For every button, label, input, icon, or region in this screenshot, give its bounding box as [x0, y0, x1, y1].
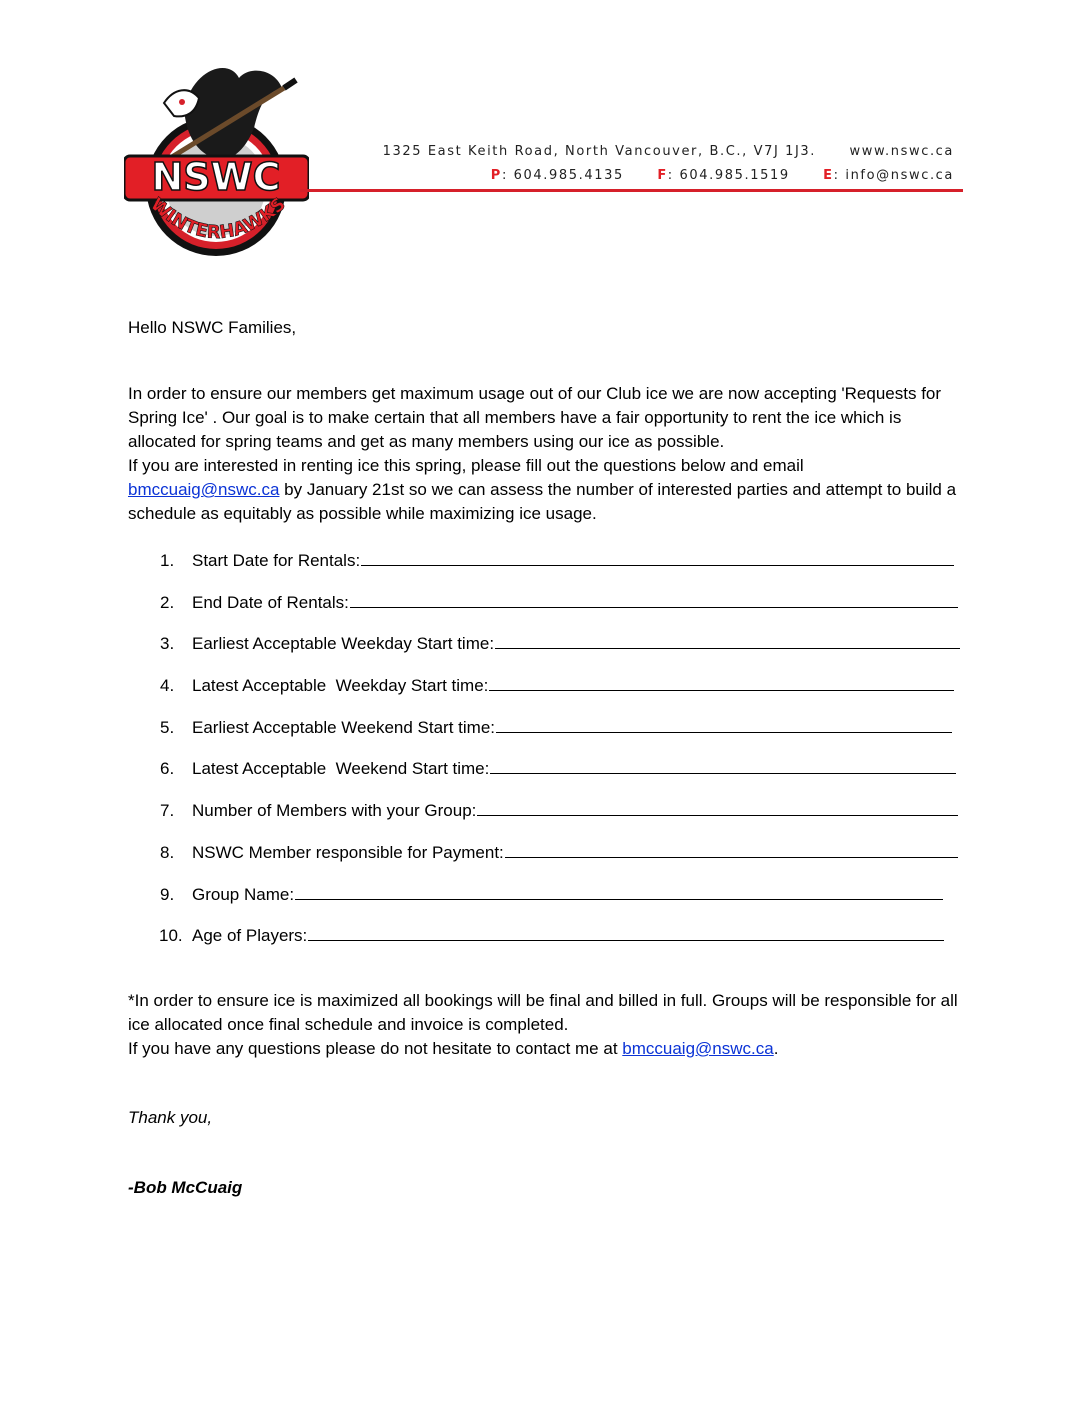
answer-blank-line[interactable]: [489, 673, 954, 691]
letterhead-divider: [300, 189, 963, 192]
form-question: [150, 882, 970, 924]
answer-blank-line[interactable]: [361, 548, 954, 566]
intro-text-2: If you are interested in renting ice this spring, please fill out the questions below and email bmccuaig@nswc.ca by January 21st so we can assess the number of interested parties and attempt to build a schedule as equitably as possible while maximizing ice usage.: [128, 456, 957, 523]
answer-blank-line[interactable]: [295, 882, 943, 900]
question-label: Latest Acceptable Weekday Start time:: [192, 676, 489, 696]
contact-email-link[interactable]: bmccuaig@nswc.ca: [128, 480, 280, 499]
phone-label: P: [490, 168, 502, 183]
answer-blank-line[interactable]: [505, 840, 958, 858]
answer-blank-line[interactable]: [350, 590, 958, 608]
question-number: 2.: [160, 592, 175, 612]
address: 1325 East Keith Road, North Vancouver, B.C., V7J 1J3.: [382, 144, 817, 159]
question-number: 1.: [160, 551, 175, 570]
form-question: [150, 673, 970, 715]
question-number: 10.: [159, 926, 183, 946]
contact-email-link-2[interactable]: bmccuaig@nswc.ca: [622, 1039, 774, 1058]
intro-paragraph: [128, 382, 968, 526]
answer-blank-line[interactable]: [496, 715, 952, 733]
form-question: [150, 715, 970, 757]
question-label: Start Date for Rentals:: [192, 551, 361, 570]
answer-blank-line[interactable]: [490, 756, 956, 774]
form-question: [150, 923, 970, 965]
question-number: 5.: [160, 717, 175, 737]
note-text-2: If you have any questions please do not hesitate to contact me at bmccuaig@nswc.ca.: [128, 1039, 779, 1058]
answer-blank-line[interactable]: [477, 798, 958, 816]
note-text-1: *In order to ensure ice is maximized all bookings will be final and billed in full. Groups will be responsible for all ice allocated once final schedule and invoice is completed.: [128, 991, 958, 1034]
question-label: End Date of Rentals:: [192, 592, 349, 612]
closing: Thank you,: [128, 1108, 213, 1127]
answer-blank-line[interactable]: [495, 631, 960, 649]
question-label: Number of Members with your Group:: [192, 801, 477, 821]
question-number: 4.: [160, 676, 175, 696]
question-number: 7.: [160, 801, 175, 821]
intro-text-1: In order to ensure our members get maximum usage out of our Club ice we are now accepting 'Requests for Spring Ice' . Our goal is to make certain that all members have a fair opportunity to rent the ice which is allocated for spring teams and get as many members using our ice as possible.: [128, 384, 942, 451]
form-question: [150, 631, 970, 673]
form-question: [150, 840, 970, 882]
svg-text:NSWC: NSWC: [151, 155, 281, 199]
answer-blank-line[interactable]: [308, 923, 944, 941]
question-number: 9.: [160, 884, 175, 904]
form-question: [150, 798, 970, 840]
question-label: Group Name:: [192, 884, 295, 904]
phone-number: 604.985.4135: [513, 168, 624, 183]
fax-label: F: [657, 168, 668, 183]
nswc-winterhawks-logo: [124, 58, 309, 258]
greeting: Hello NSWC Families,: [128, 318, 297, 337]
letterhead-contact: 1325 East Keith Road, North Vancouver, B.C., V7J 1J3. www.nswc.ca P: 604.985.4135 F: 604.985.1519 E: info@nswc.ca: [382, 144, 954, 183]
question-label: Latest Acceptable Weekend Start time:: [192, 759, 490, 779]
question-label: Earliest Acceptable Weekend Start time:: [192, 717, 496, 737]
website[interactable]: www.nswc.ca: [849, 144, 954, 159]
logo-subtext: WINTERHAWKS: [146, 193, 290, 244]
form-question: [150, 548, 970, 590]
form-question: [150, 756, 970, 798]
signature: -Bob McCuaig: [128, 1178, 243, 1197]
question-number: 3.: [160, 634, 175, 654]
question-label: Age of Players:: [192, 926, 308, 946]
question-number: 6.: [160, 759, 175, 779]
notes-paragraph: [128, 989, 968, 1061]
question-label: Earliest Acceptable Weekday Start time:: [192, 634, 495, 654]
email-address[interactable]: info@nswc.ca: [845, 168, 954, 183]
fax-number: 604.985.1519: [679, 168, 790, 183]
question-number: 8.: [160, 842, 175, 862]
form-question: [150, 590, 970, 632]
email-label: E: [823, 168, 834, 183]
question-label: NSWC Member responsible for Payment:: [192, 842, 504, 862]
request-form-list: [150, 548, 970, 965]
